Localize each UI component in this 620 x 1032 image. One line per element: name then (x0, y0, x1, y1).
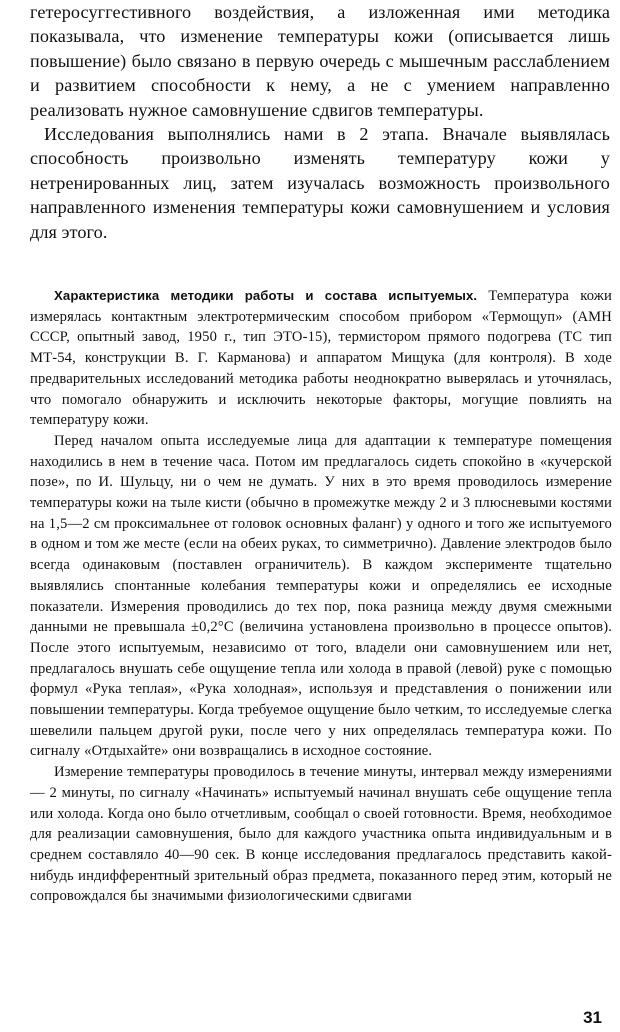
methods-paragraph-1 (30, 286, 612, 431)
methods-section (30, 286, 612, 907)
methods-paragraph-1-body: Температура кожи измерялась контактным электротермическим способом прибором «Термощуп» (АМН СССР, опытный завод, 1950 г., тип ЭТО-15), термистором прямого подогрева (ТС тип МТ-54, конструкции В. Г. Карманова) и аппаратом Мищука (для контроля). В ходе предварительных исследований методика работы неоднократно выверялась и уточнялась, что помогало обнаружить и исключить некоторые факторы, могущие повлиять на температуру кожи. (30, 288, 612, 429)
methods-paragraph-2: Перед началом опыта исследуемые лица для адаптации к температуре помещения находились в нем в течение часа. Потом им предлагалось сидеть спокойно в «кучерской позе», по И. Шульцу, ни о чем не думать. У них в это время проводилось измерение температуры кожи на тыле кисти (обычно в промежутке между 2 и 3 плюсневыми костями на 1,5—2 см проксимальнее от головок основных фаланг) у одного и того же испытуемого в одном и том же месте (если на обеих руках, то симметрично). Давление электродов было всегда одинаковым (поставлен ограничитель). В каждом эксперименте тщательно выявлялись спонтанные колебания температуры кожи и определялись ее исходные показатели. Измерения проводились до тех пор, пока разница между двумя смежными данными не превышала ±0,2°С (величина установлена произвольно в процессе опытов). После этого испытуемым, независимо от того, владели они самовнушением или нет, предлагалось внушать себе ощущение тепла или холода в правой (левой) руке с помощью формул «Рука теплая», «Рука холодная», используя и представления о понижении или повышении температуры. Когда требуемое ощущение было четким, то исследуемые слегка шевелили пальцем другой руки, после чего у них определялась температура кожи. По сигналу «Отдыхайте» они возвращались в исходное состояние. (30, 432, 612, 760)
intro-paragraph-continued: гетеросуггестивного воздействия, а изложенная ими методика показывала, что изменение температуры кожи (описывается лишь повышение) было связано в первую очередь с мышечным расслаблением и развитием способности к нему, а не с умением направленно реализовать нужное самовнушение сдвигов температуры. (30, 2, 610, 120)
page-number: 31 (583, 1008, 602, 1027)
intro-paragraph-stages: Исследования выполнялись нами в 2 этапа. Вначале выявлялась способность произвольно изменять температуру кожи у нетренированных лиц, затем изучалась возможность произвольного направленного изменения температуры кожи самовнушением и условия для этого. (30, 124, 610, 242)
section-heading: Характеристика методики работы и состава испытуемых. (54, 288, 478, 303)
intro-text-block (30, 0, 610, 244)
methods-paragraph-3: Измерение температуры проводилось в течение минуты, интервал между измерениями — 2 минуты, по сигналу «Начинать» испытуемый начинал внушать себе ощущение тепла или холода. Когда оно было отчетливым, сообщал о своей готовности. Время, необходимое для реализации самовнушения, было для каждого участника опыта индивидуальным и в среднем составляло 40—90 сек. В конце исследования предлагалось представить какой-нибудь индифферентный зрительный образ предмета, показанного перед этим, который не сопровождался бы значимыми физиологическими сдвигами (30, 764, 612, 905)
